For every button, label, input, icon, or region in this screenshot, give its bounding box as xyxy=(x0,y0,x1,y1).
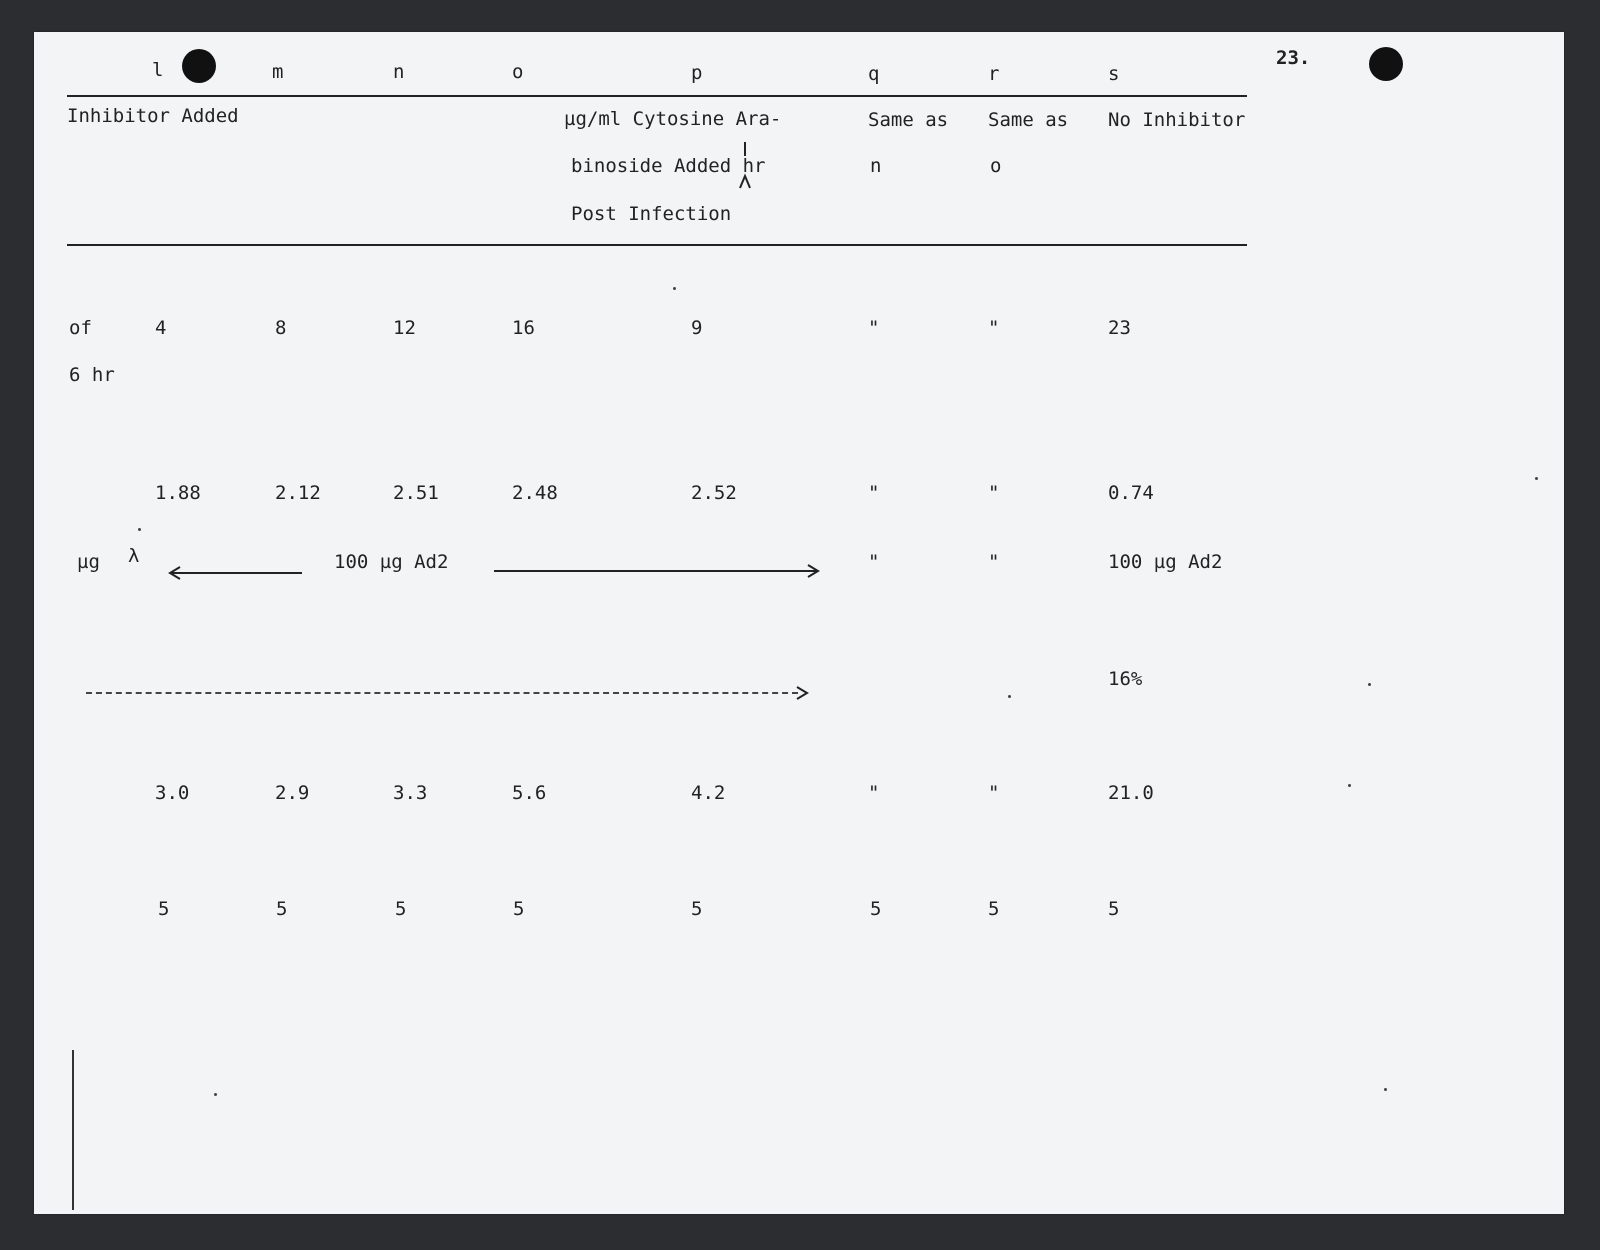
row1-value-s: 23 xyxy=(1108,317,1131,339)
right-arrow-icon xyxy=(494,564,820,578)
row2-value-p: 2.52 xyxy=(691,482,737,504)
row5-value-p: 4.2 xyxy=(691,782,726,804)
document-page xyxy=(34,32,1564,1214)
row6-value-m: 5 xyxy=(276,898,288,920)
row2-value-s: 0.74 xyxy=(1108,482,1154,504)
column-letter-m: m xyxy=(272,61,284,83)
header-p-line2: binoside Added hr xyxy=(571,155,766,177)
row3-value-q: " xyxy=(868,551,880,573)
row5-value-n: 3.3 xyxy=(393,782,428,804)
row6-value-o: 5 xyxy=(513,898,525,920)
row1-value-n: 12 xyxy=(393,317,416,339)
row6-value-n: 5 xyxy=(395,898,407,920)
row6-value-s: 5 xyxy=(1108,898,1120,920)
row1-value-m: 8 xyxy=(275,317,287,339)
row6-value-r: 5 xyxy=(988,898,1000,920)
row3-value-s: 100 µg Ad2 xyxy=(1108,551,1223,573)
row6-value-p: 5 xyxy=(691,898,703,920)
header-p-line1: µg/ml Cytosine Ara- xyxy=(564,108,782,130)
header-r-line1: Same as xyxy=(988,109,1069,131)
header-s-line1: No Inhibitor xyxy=(1108,109,1246,131)
column-letter-s: s xyxy=(1108,63,1120,85)
row6-value-l: 5 xyxy=(158,898,170,920)
column-letter-r: r xyxy=(988,63,1000,85)
punch-hole-left xyxy=(182,49,216,83)
left-arrow-icon xyxy=(168,566,304,580)
row1-label-of: of xyxy=(69,317,92,339)
header-r-line2: o xyxy=(990,155,1002,177)
column-letter-o: o xyxy=(512,61,524,83)
speck xyxy=(1348,784,1351,787)
header-q-line2: n xyxy=(870,155,882,177)
column-letter-q: q xyxy=(868,63,880,85)
speck xyxy=(1384,1088,1387,1091)
speck xyxy=(1368,683,1371,686)
speck xyxy=(1008,695,1011,698)
header-q-line1: Same as xyxy=(868,109,949,131)
row5-value-s: 21.0 xyxy=(1108,782,1154,804)
row2-value-n: 2.51 xyxy=(393,482,439,504)
row1-value-o: 16 xyxy=(512,317,535,339)
row5-value-m: 2.9 xyxy=(275,782,310,804)
row1-label-6hr: 6 hr xyxy=(69,364,115,386)
row1-value-r: " xyxy=(988,317,1000,339)
speck xyxy=(138,528,141,531)
row3-lambda-mark: λ xyxy=(128,545,140,567)
row2-value-m: 2.12 xyxy=(275,482,321,504)
column-letter-l: l xyxy=(152,59,164,81)
row1-value-p: 9 xyxy=(691,317,703,339)
row5-value-q: " xyxy=(868,782,880,804)
row3-value-r: " xyxy=(988,551,1000,573)
speck xyxy=(214,1093,217,1096)
speck xyxy=(673,287,676,290)
speck xyxy=(1535,477,1538,480)
row5-value-o: 5.6 xyxy=(512,782,547,804)
row2-value-l: 1.88 xyxy=(155,482,201,504)
dashed-arrow-head-icon xyxy=(794,685,810,701)
column-letter-n: n xyxy=(393,61,405,83)
header-bottom-rule xyxy=(67,244,1247,246)
punch-hole-right xyxy=(1369,47,1403,81)
row2-value-r: " xyxy=(988,482,1000,504)
header-p-line3: Post Infection xyxy=(571,203,732,225)
row5-value-r: " xyxy=(988,782,1000,804)
row6-value-q: 5 xyxy=(870,898,882,920)
row5-value-l: 3.0 xyxy=(155,782,190,804)
column-letter-p: p xyxy=(691,62,703,84)
insertion-caret-icon xyxy=(738,142,752,190)
left-margin-mark xyxy=(72,1050,74,1210)
page-number: 23. xyxy=(1276,47,1311,69)
header-top-rule xyxy=(67,95,1247,97)
row2-value-o: 2.48 xyxy=(512,482,558,504)
row2-value-q: " xyxy=(868,482,880,504)
row3-label-ug: µg xyxy=(77,551,100,573)
row3-center-label: 100 µg Ad2 xyxy=(334,551,449,573)
row4-dashed-line xyxy=(86,692,798,696)
row4-value-s: 16% xyxy=(1108,668,1143,690)
row1-value-l: 4 xyxy=(155,317,167,339)
row1-value-q: " xyxy=(868,317,880,339)
header-inhibitor-added: Inhibitor Added xyxy=(67,105,239,127)
